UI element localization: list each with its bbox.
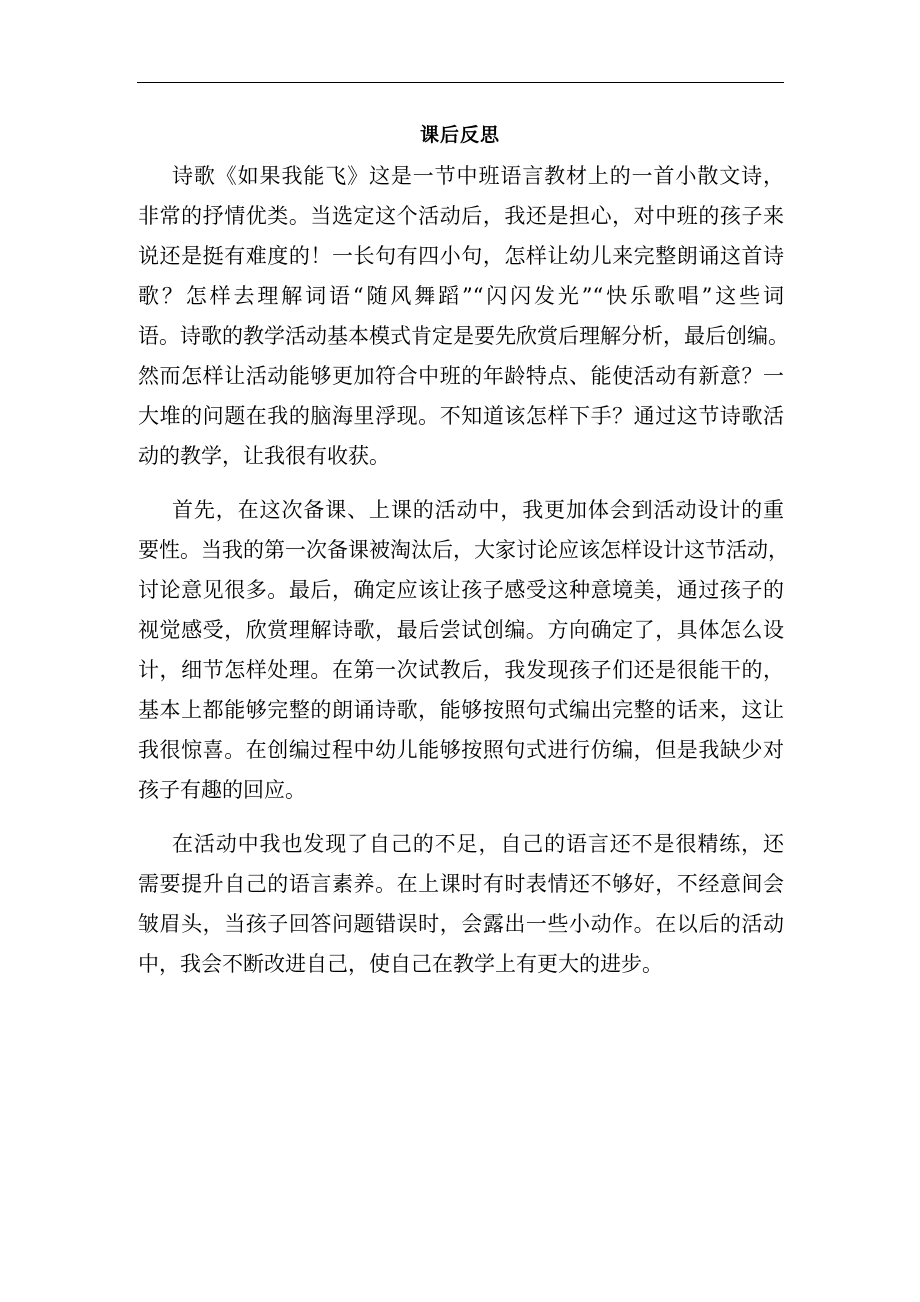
paragraph-line: 诗歌《如果我能飞》这是一节中班语言教材上的一首小散文诗， — [172, 164, 784, 188]
paragraph-line: 我很惊喜。在创编过程中幼儿能够按照句式进行仿编，但是我缺少对 — [138, 738, 784, 762]
header-rule — [137, 82, 784, 83]
paragraph-line: 在活动中我也发现了自己的不足，自己的语言还不是很精练，还 — [172, 832, 784, 856]
paragraph-line: 非常的抒情优类。当选定这个活动后，我还是担心，对中班的孩子来 — [138, 204, 784, 228]
paragraph-line: 首先，在这次备课、上课的活动中，我更加体会到活动设计的重 — [172, 498, 784, 522]
paragraph-line: 皱眉头，当孩子回答问题错误时，会露出一些小动作。在以后的活动 — [138, 912, 784, 936]
paragraph-line: 动的教学，让我很有收获。 — [138, 444, 390, 468]
page-title: 课后反思 — [419, 124, 500, 146]
paragraph-line: 语。诗歌的教学活动基本模式肯定是要先欣赏后理解分析，最后创编。 — [138, 324, 789, 348]
paragraph-line: 然而怎样让活动能够更加符合中班的年龄特点、能使活动有新意？一 — [138, 364, 784, 388]
paragraph — [138, 824, 784, 984]
paragraph-line: 计，细节怎样处理。在第一次试教后，我发现孩子们还是很能干的， — [138, 658, 784, 682]
paragraph — [138, 156, 789, 476]
paragraph-line: 要性。当我的第一次备课被淘汰后，大家讨论应该怎样设计这节活动， — [138, 538, 789, 562]
paragraph — [138, 490, 789, 810]
document-body — [138, 156, 789, 998]
paragraph-line: 中，我会不断改进自己，使自己在教学上有更大的进步。 — [138, 952, 663, 976]
paragraph-line: 说还是挺有难度的！一长句有四小句，怎样让幼儿来完整朗诵这首诗 — [138, 244, 784, 268]
paragraph-line: 讨论意见很多。最后，确定应该让孩子感受这种意境美，通过孩子的 — [138, 578, 784, 602]
paragraph-line: 大堆的问题在我的脑海里浮现。不知道该怎样下手？通过这节诗歌活 — [138, 404, 784, 428]
paragraph-line: 基本上都能够完整的朗诵诗歌，能够按照句式编出完整的话来，这让 — [138, 698, 784, 722]
paragraph-line: 需要提升自己的语言素养。在上课时有时表情还不够好，不经意间会 — [138, 872, 784, 896]
paragraph-line: 歌？怎样去理解词语“随风舞蹈”“闪闪发光”“快乐歌唱”这些词 — [138, 284, 784, 308]
paragraph-line: 视觉感受，欣赏理解诗歌，最后尝试创编。方向确定了，具体怎么设 — [138, 618, 784, 642]
paragraph-line: 孩子有趣的回应。 — [138, 778, 306, 802]
